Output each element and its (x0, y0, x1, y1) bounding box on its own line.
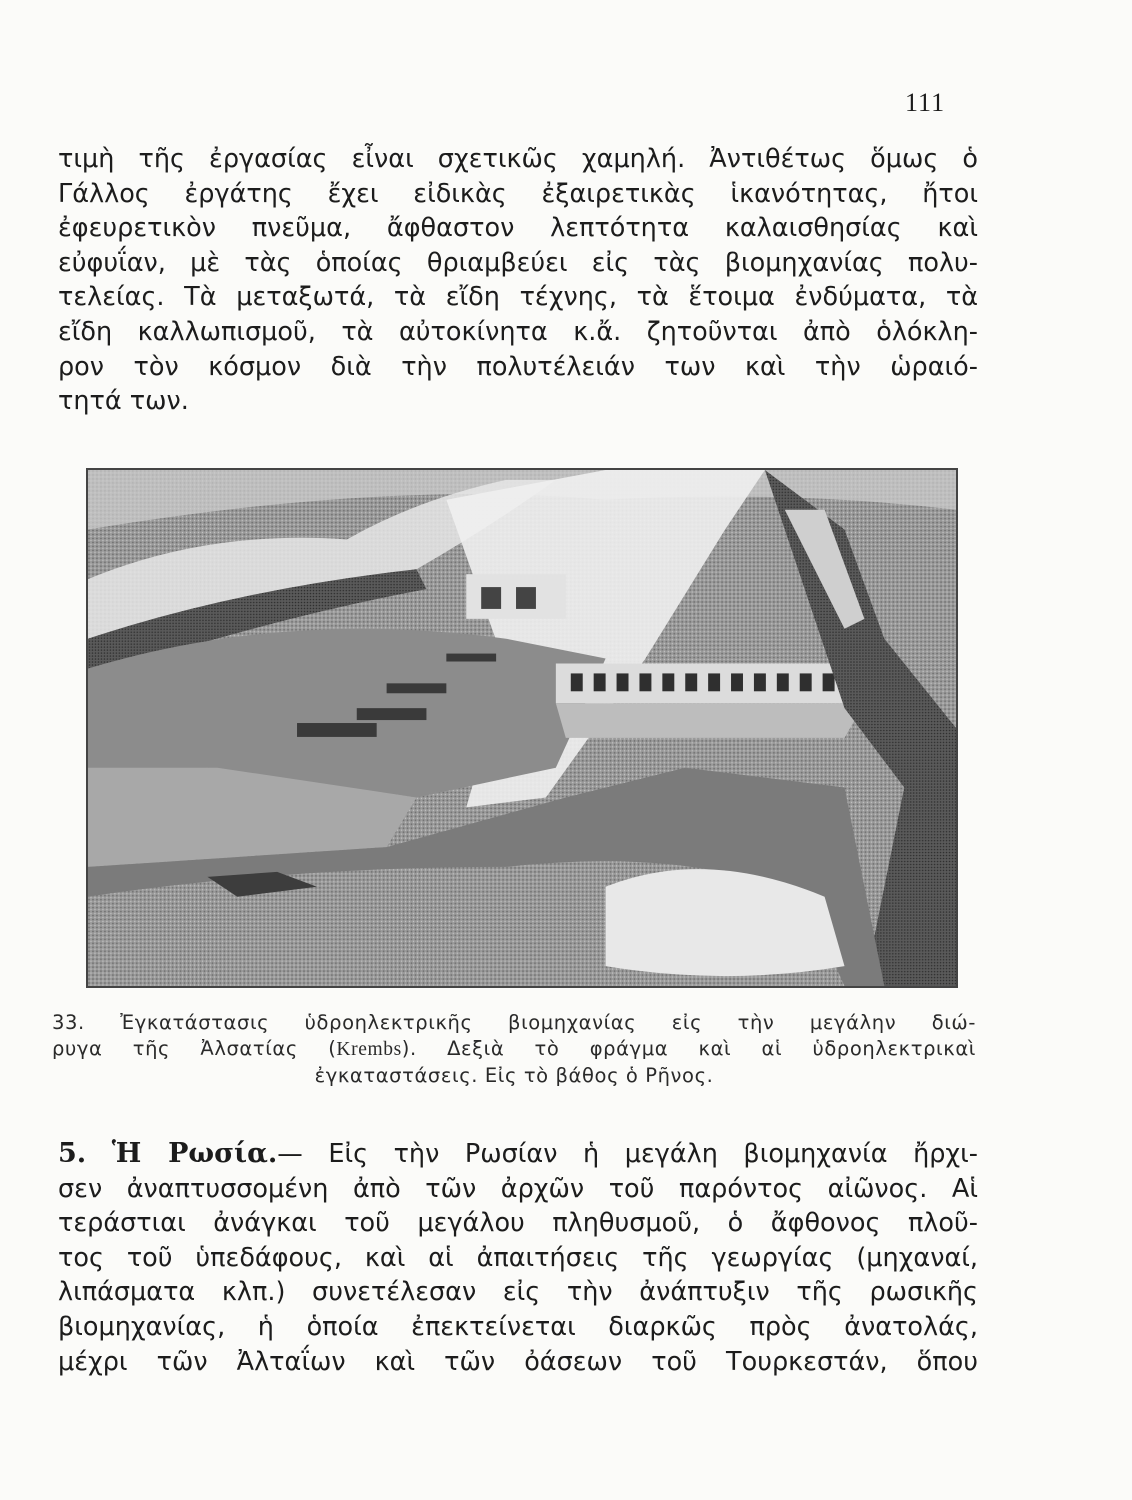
caption-text: ). Δεξιὰ τὸ φράγμα καὶ αἱ ὑδροηλεκτρικαὶ (401, 1037, 977, 1060)
text-line: ρον τὸν κόσμον διὰ τὴν πολυτέλειάν των καὶ τὴν ὡραιό- (58, 351, 978, 382)
text-line: εἴδη καλλωπισμοῦ, τὰ αὐτοκίνητα κ.ἄ. ζητοῦνται ἀπὸ ὁλόκλη- (58, 316, 978, 347)
text-line (58, 1137, 978, 1172)
text-line: τος τοῦ ὑπεδάφους, καὶ αἱ ἀπαιτήσεις τῆς γεωργίας (μηχαναί, (58, 1242, 978, 1273)
caption-line (52, 1036, 976, 1063)
text-line: τιμὴ τῆς ἐργασίας εἶναι σχετικῶς χαμηλή. Ἀντιθέτως ὅμως ὁ (58, 144, 978, 174)
figure-caption (52, 1010, 976, 1089)
text-line: βιομηχανίας, ἡ ὁποία ἐπεκτείνεται διαρκῶς πρὸς ἀνατολάς, (58, 1311, 978, 1342)
caption-line: 33. Ἐγκατάστασις ὑδροηλεκτρικῆς βιομηχανίας εἰς τὴν μεγάλην διώ- (52, 1011, 976, 1034)
text-line: τητά των. (58, 386, 189, 417)
text-run: — Εἰς τὴν Ρωσίαν ἡ μεγάλη βιομηχανία ἤρχι- (277, 1139, 978, 1169)
text-line: ἐφευρετικὸν πνεῦμα, ἄφθαστον λεπτότητα καλαισθησίας καὶ (58, 213, 978, 244)
page-number: 111 (905, 88, 946, 117)
text-line: λιπάσματα κλπ.) συνετέλεσαν εἰς τὴν ἀνάπτυξιν τῆς ρωσικῆς (58, 1277, 978, 1308)
text-line: Γάλλος ἐργάτης ἔχει εἰδικὰς ἐξαιρετικὰς ἱκανότητας, ἤτοι (58, 178, 978, 209)
section-number: 5. (58, 1138, 87, 1169)
aerial-photo-illustration (88, 470, 956, 986)
paragraph-russia (58, 1137, 978, 1379)
text-line: τελείας. Τὰ μεταξωτά, τὰ εἴδη τέχνης, τὰ ἕτοιμα ἐνδύματα, τὰ (58, 282, 978, 313)
text-line: μέχρι τῶν Ἀλταΐων καὶ τῶν ὀάσεων τοῦ Τουρκεστάν, ὅπου (58, 1346, 978, 1377)
text-line: σεν ἀναπτυσσομένη ἀπὸ τῶν ἀρχῶν τοῦ παρόντος αἰῶνος. Αἱ (58, 1173, 978, 1204)
caption-line: ἐγκαταστάσεις. Εἰς τὸ βάθος ὁ Ρῆνος. (314, 1064, 714, 1087)
caption-text: ρυγα τῆς Ἀλσατίας ( (52, 1037, 337, 1060)
text-line: τεράστιαι ἀνάγκαι τοῦ μεγάλου πληθυσμοῦ, ὁ ἄφθονος πλοῦ- (58, 1208, 978, 1239)
section-heading: Ἡ Ρωσία. (111, 1138, 278, 1169)
text-line: εὐφυΐαν, μὲ τὰς ὁποίας θριαμβεύει εἰς τὰς βιομηχανίας πολυ- (58, 247, 978, 278)
hydroelectric-plant-photo (86, 468, 958, 988)
place-name-krembs: Krembs (336, 1039, 402, 1060)
paragraph-france-workers (58, 142, 978, 419)
